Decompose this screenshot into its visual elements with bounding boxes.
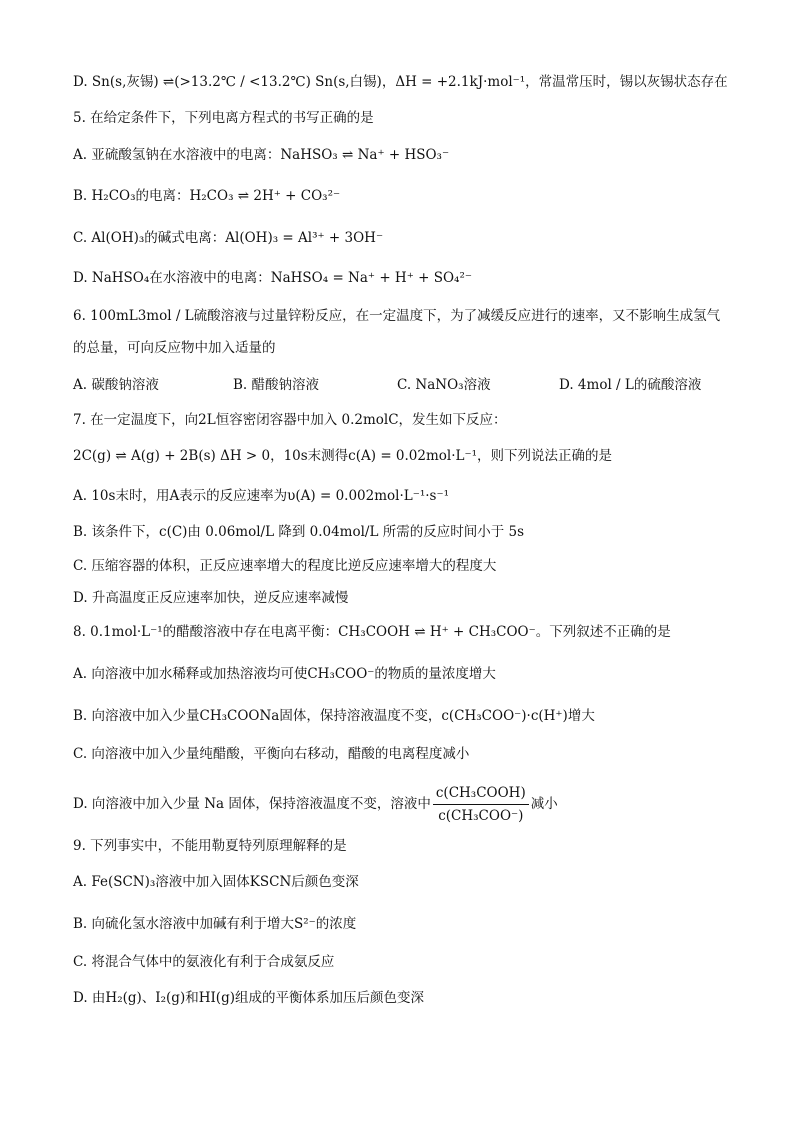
q5-option-c: C. Al(OH)₃的碱式电离：Al(OH)₃ = Al³⁺ + 3OH⁻ xyxy=(73,230,384,246)
q8d-prefix: D. 向溶液中加入少量 Na 固体，保持溶液温度不变，溶液中 xyxy=(73,796,431,812)
fraction-denominator: c(CH₃COO⁻) xyxy=(438,808,524,824)
q7-reaction: 2C(g) ⇌ A(g) + 2B(s) ΔH > 0，10s末测得c(A) = 0.02mol·L⁻¹，则下列说法正确的是 xyxy=(73,448,613,464)
q9-option-b: B. 向硫化氢水溶液中加碱有利于增大S²⁻的浓度 xyxy=(73,916,357,932)
q6-option-b: B. 醋酸钠溶液 xyxy=(233,377,320,393)
q8-option-b: B. 向溶液中加入少量CH₃COONa固体，保持溶液温度不变，c(CH₃COO⁻)·c(H⁺)增大 xyxy=(73,708,595,724)
q5-option-a: A. 亚硫酸氢钠在水溶液中的电离：NaHSO₃ ⇌ Na⁺ + HSO₃⁻ xyxy=(73,147,450,163)
fraction-numerator: c(CH₃COOH) xyxy=(433,783,529,805)
fraction xyxy=(433,783,529,826)
q6-options xyxy=(73,373,721,393)
q4-option-d: D. Sn(s,灰锡) ⇌(>13.2℃ / <13.2℃) Sn(s,白锡)，ΔH = +2.1kJ·mol⁻¹，常温常压时，锡以灰锡状态存在 xyxy=(73,74,728,90)
q7-option-c: C. 压缩容器的体积，正反应速率增大的程度比逆反应速率增大的程度大 xyxy=(73,558,497,574)
q9-option-c: C. 将混合气体中的氨液化有利于合成氨反应 xyxy=(73,954,335,970)
q8d-suffix: 减小 xyxy=(530,796,558,812)
q6-stem: 6. 100mL3mol / L硫酸溶液与过量锌粉反应，在一定温度下，为了减缓反应进行的速率，又不影响生成氢气的总量，可向反应物中加入适量的 xyxy=(73,308,721,356)
q8-option-d xyxy=(73,778,721,830)
q6-option-d: D. 4mol / L的硫酸溶液 xyxy=(559,377,702,393)
q7-stem: 7. 在一定温度下，向2L恒容密闭容器中加入 0.2molC，发生如下反应： xyxy=(73,412,507,428)
q5-stem: 5. 在给定条件下，下列电离方程式的书写正确的是 xyxy=(73,110,374,126)
q8-option-a: A. 向溶液中加水稀释或加热溶液均可使CH₃COO⁻的物质的量浓度增大 xyxy=(73,666,496,682)
q7-option-b: B. 该条件下，c(C)由 0.06mol/L 降到 0.04mol/L 所需的反应时间小于 5s xyxy=(73,524,525,540)
q5-option-d: D. NaHSO₄在水溶液中的电离：NaHSO₄ = Na⁺ + H⁺ + SO₄²⁻ xyxy=(73,270,472,286)
q6-option-a: A. 碳酸钠溶液 xyxy=(73,377,159,393)
q9-option-d: D. 由H₂(g)、I₂(g)和HI(g)组成的平衡体系加压后颜色变深 xyxy=(73,990,424,1006)
q8-option-c: C. 向溶液中加入少量纯醋酸，平衡向右移动，醋酸的电离程度减小 xyxy=(73,746,470,762)
q7-option-a: A. 10s末时，用A表示的反应速率为υ(A) = 0.002mol·L⁻¹·s⁻¹ xyxy=(73,488,450,504)
q5-option-b: B. H₂CO₃的电离：H₂CO₃ ⇌ 2H⁺ + CO₃²⁻ xyxy=(73,188,341,204)
q7-option-d: D. 升高温度正反应速率加快，逆反应速率减慢 xyxy=(73,590,349,606)
q8-stem: 8. 0.1mol·L⁻¹的醋酸溶液中存在电离平衡：CH₃COOH ⇌ H⁺ + CH₃COO⁻。下列叙述不正确的是 xyxy=(73,624,671,640)
q9-stem: 9. 下列事实中，不能用勒夏特列原理解释的是 xyxy=(73,838,347,854)
q9-option-a: A. Fe(SCN)₃溶液中加入固体KSCN后颜色变深 xyxy=(73,874,359,890)
q6-option-c: C. NaNO₃溶液 xyxy=(397,377,491,393)
